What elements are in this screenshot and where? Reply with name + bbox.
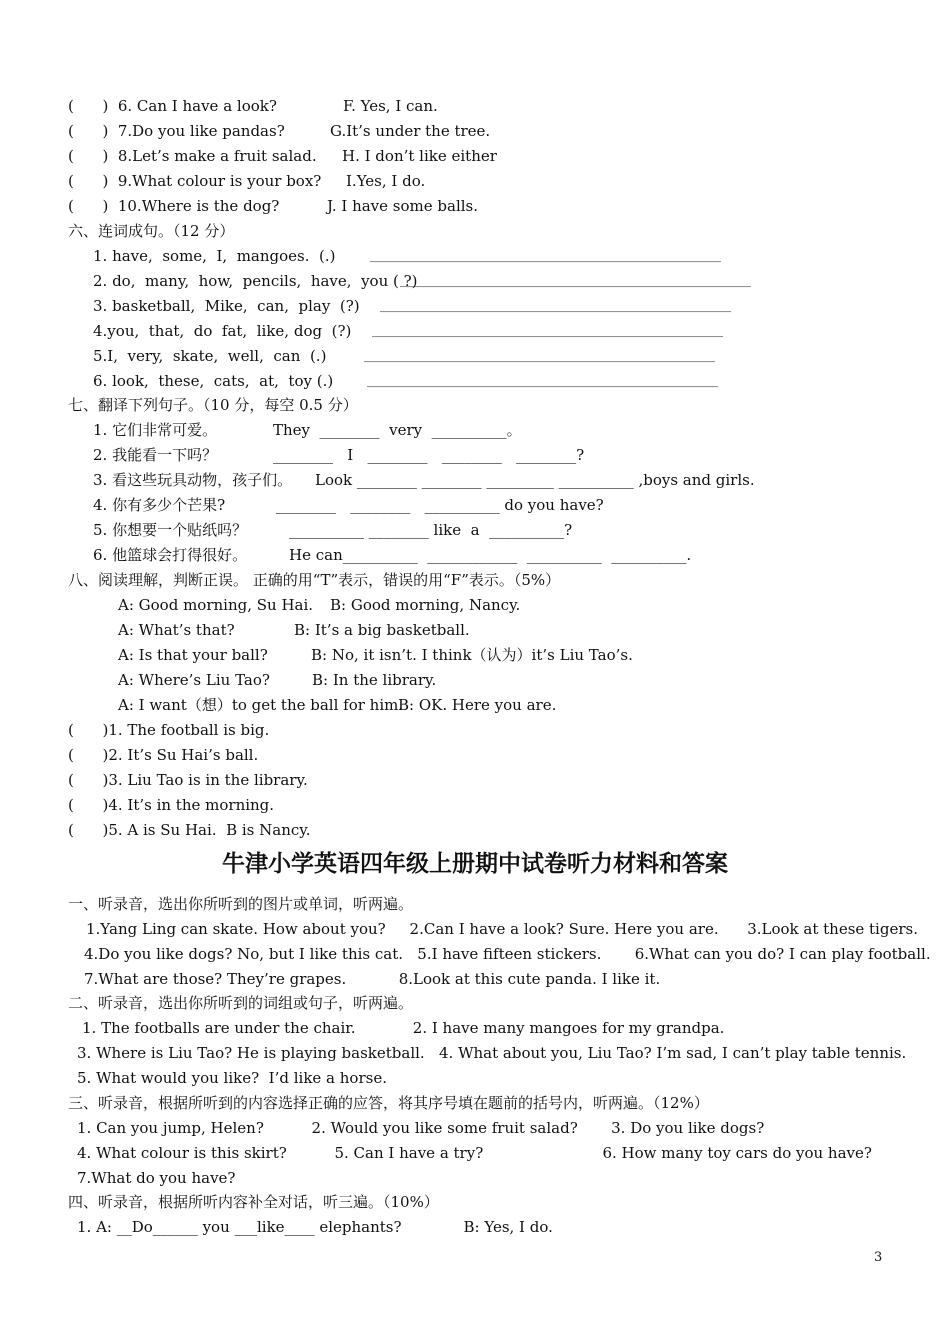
dialogue-line-a: A: Good morning, Su Hai. — [118, 596, 314, 614]
answer-key-title: 牛津小学英语四年级上册期中试卷听力材料和答案 — [222, 851, 728, 877]
dialogue-answer-line — [77, 1217, 553, 1237]
listening-script-line: 5. What would you like? I’d like a horse. — [77, 1069, 387, 1087]
matching-question: ( ) 10.Where is the dog? — [68, 197, 280, 215]
dialogue-line-b: B: No, it isn’t. I think（认为）it’s Liu Tao’s. — [311, 646, 633, 664]
listening-script-line: 1. The footballs are under the chair. 2. I have many mangoes for my grandpa. — [82, 1019, 725, 1037]
matching-answer: G.It’s under the tree. — [330, 122, 491, 140]
dialogue-line-a: A: Where’s Liu Tao? — [118, 671, 270, 689]
translate-english: ________ I ________ ________ ________? — [273, 446, 585, 464]
reorder-words: 4.you, that, do fat, like, dog (?) — [93, 322, 352, 340]
listening1-heading: 一、听录音，选出你所听到的图片或单词，听两遍。 — [68, 895, 414, 913]
answer-blank: ______________________________________________________ — [400, 273, 751, 288]
translate-english: __________ ________ like a __________? — [289, 521, 573, 539]
translate-chinese: 1. 它们非常可爱。 — [93, 421, 218, 439]
answer-blank: ______________________________________________________ — [364, 348, 715, 363]
translate-chinese: 3. 看这些玩具动物，孩子们。 — [93, 471, 293, 489]
dialogue-line-b: B: Good morning, Nancy. — [330, 596, 521, 614]
page-number: 3 — [874, 1250, 883, 1265]
reorder-words: 3. basketball, Mike, can, play (?) — [93, 297, 360, 315]
section6-heading: 六、连词成句。（12 分） — [68, 222, 235, 240]
translate-chinese: 6. 他篮球会打得很好。 — [93, 546, 248, 564]
translate-chinese: 4. 你有多少个芒果? — [93, 496, 226, 514]
dialogue-line-a: A: What’s that? — [118, 621, 235, 639]
true-false-statement: ( )3. Liu Tao is in the library. — [68, 771, 308, 789]
answer-blank: ______________________________________________________ — [372, 323, 723, 338]
translate-english: ________ ________ __________ do you have? — [276, 496, 604, 514]
true-false-statement: ( )2. It’s Su Hai’s ball. — [68, 746, 259, 764]
matching-question: ( ) 6. Can I have a look? — [68, 97, 277, 115]
line-suffix: elephants? B: Yes, I do. — [314, 1218, 553, 1236]
line-mid: you — [197, 1218, 235, 1236]
answer-blank: ______________________________________________________ — [367, 373, 718, 388]
dialogue-line-b: B: In the library. — [312, 671, 437, 689]
reorder-words: 2. do, many, how, pencils, have, you ( ?) — [93, 272, 418, 290]
reorder-words: 1. have, some, I, mangoes. (.) — [93, 247, 336, 265]
listening-script-line: 3. Where is Liu Tao? He is playing basketball. 4. What about you, Liu Tao? I’m sad, I can’t play table tennis. — [77, 1044, 907, 1062]
answer-blank: ______________________________________________________ — [370, 248, 721, 263]
reorder-words: 6. look, these, cats, at, toy (.) — [93, 372, 334, 390]
translate-chinese: 5. 你想要一个贴纸吗？ — [93, 521, 248, 539]
translate-chinese: 2. 我能看一下吗？ — [93, 446, 218, 464]
line-prefix: 1. A: — [77, 1218, 117, 1236]
listening3-heading: 三、听录音，根据所听到的内容选择正确的应答，将其序号填在题前的括号内，听两遍。（12%） — [68, 1094, 709, 1112]
section8-heading: 八、阅读理解，判断正误。 正确的用“T”表示，错误的用“F”表示。（5%） — [68, 571, 561, 589]
listening-script-line: 4. What colour is this skirt? 5. Can I have a try? 6. How many toy cars do you have? — [77, 1144, 872, 1162]
translate-english: They ________ very __________。 — [273, 421, 522, 439]
matching-answer: I.Yes, I do. — [346, 172, 426, 190]
matching-answer: H. I don’t like either — [342, 147, 497, 165]
translate-english: He can__________ ____________ __________ __________. — [289, 546, 692, 564]
dialogue-line-b: B: It’s a big basketball. — [294, 621, 470, 639]
matching-question: ( ) 8.Let’s make a fruit salad. — [68, 147, 317, 165]
true-false-statement: ( )5. A is Su Hai. B is Nancy. — [68, 821, 311, 839]
section7-heading: 七、翻译下列句子。（10 分，每空 0.5 分） — [68, 396, 358, 414]
listening-script-line: 1.Yang Ling can skate. How about you? 2.Can I have a look? Sure. Here you are. 3.Look at these tigers. — [86, 920, 918, 938]
listening-script-line: 1. Can you jump, Helen? 2. Would you like some fruit salad? 3. Do you like dogs? — [77, 1119, 765, 1137]
listening-script-line: 7.What are those? They’re grapes. 8.Look at this cute panda. I like it. — [84, 970, 661, 988]
listening-script-line: 4.Do you like dogs? No, but I like this cat. 5.I have fifteen stickers. 6.What can you do? I can play football. — [84, 945, 931, 963]
matching-answer: F. Yes, I can. — [343, 97, 438, 115]
listening4-heading: 四、听录音，根据所听内容补全对话，听三遍。（10%） — [68, 1193, 439, 1211]
dialogue-line-a: A: Is that your ball? — [118, 646, 268, 664]
answer-do: __Do______ — [116, 1218, 198, 1236]
dialogue-line-b: B: OK. Here you are. — [398, 696, 557, 714]
true-false-statement: ( )4. It’s in the morning. — [68, 796, 275, 814]
translate-english: Look ________ ________ _________ __________ ,boys and girls. — [315, 471, 755, 489]
listening2-heading: 二、听录音，选出你所听到的词组或句子，听两遍。 — [68, 994, 414, 1012]
answer-blank: ______________________________________________________ — [380, 298, 731, 313]
reorder-words: 5.I, very, skate, well, can (.) — [93, 347, 327, 365]
matching-answer: J. I have some balls. — [327, 197, 479, 215]
true-false-statement: ( )1. The football is big. — [68, 721, 270, 739]
listening-script-line: 7.What do you have? — [77, 1169, 236, 1187]
dialogue-line-a: A: I want（想）to get the ball for him. — [118, 696, 404, 714]
answer-like: ___like____ — [234, 1218, 315, 1236]
matching-question: ( ) 9.What colour is your box? — [68, 172, 322, 190]
matching-question: ( ) 7.Do you like pandas? — [68, 122, 285, 140]
